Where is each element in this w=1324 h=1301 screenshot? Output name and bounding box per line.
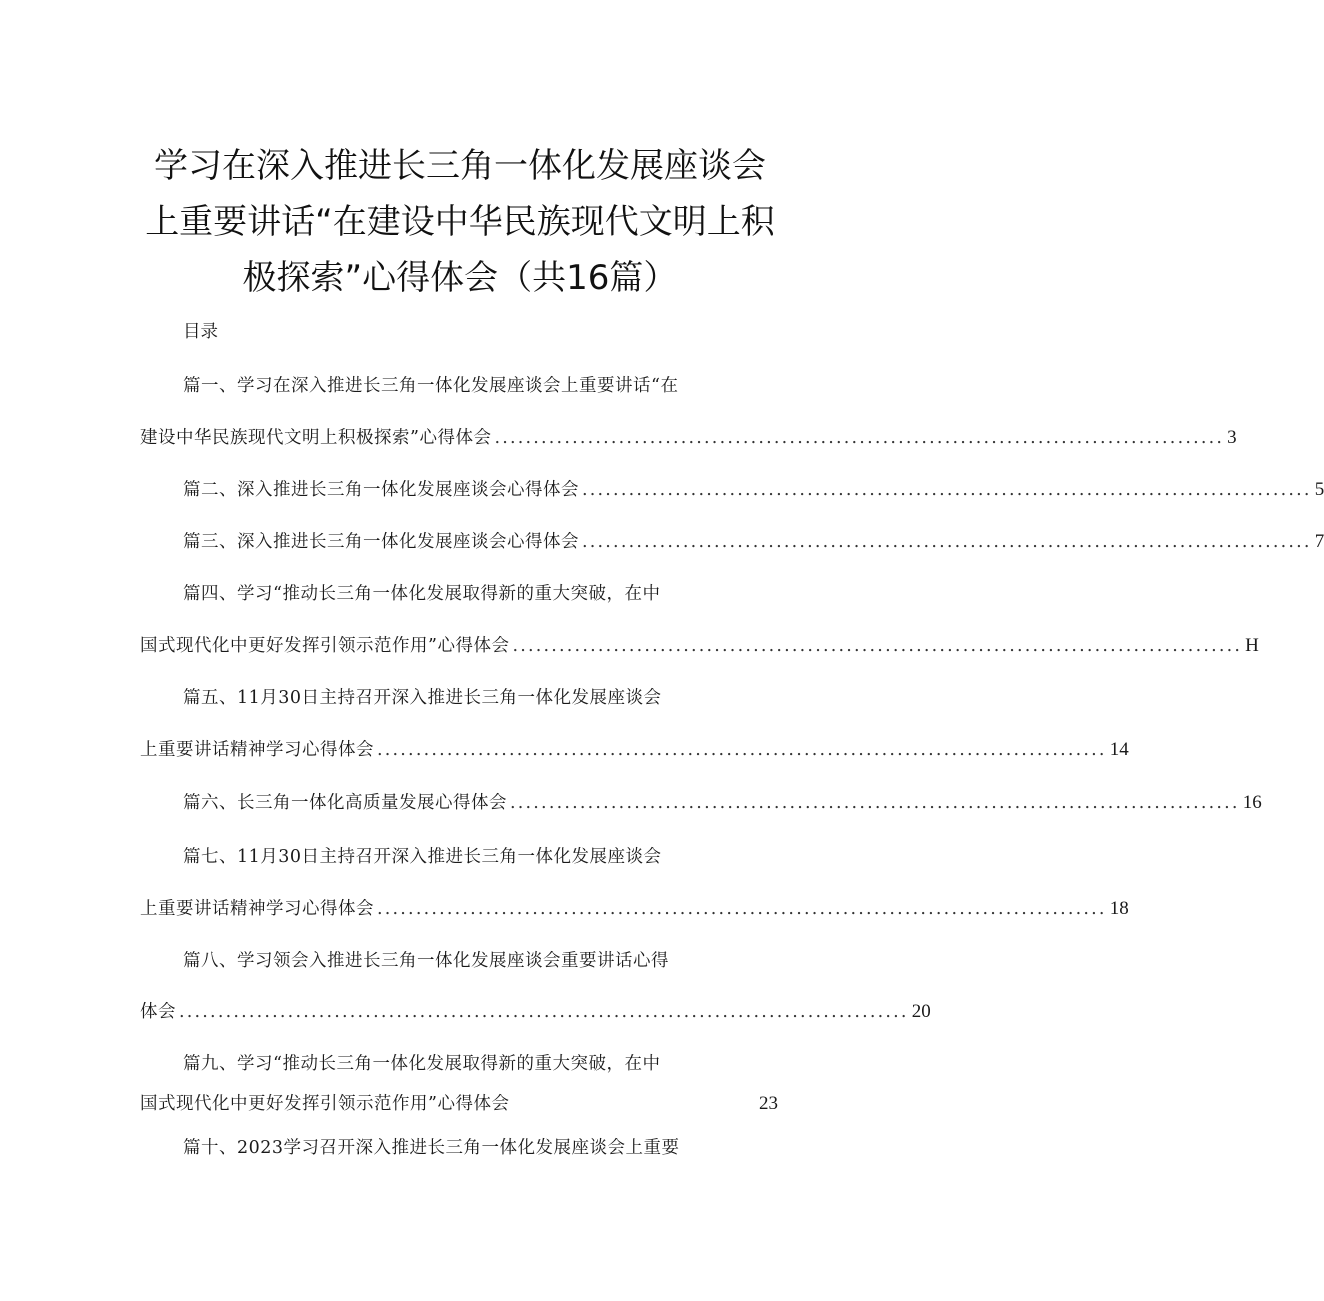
page-number: 3 [1227,427,1237,448]
toc-entry-3[interactable] [183,530,1324,554]
toc-heading: 目录 [183,322,218,342]
dot-leader: .............................................................................................. [582,480,1312,500]
toc-entry-text: 国式现代化中更好发挥引领示范作用”心得体会 [140,636,510,656]
toc-entry-1-first-line[interactable]: 篇一、学习在深入推进长三角一体化发展座谈会上重要讲话“在 [183,376,679,396]
page-number: H [1245,635,1259,656]
page-number: 14 [1109,739,1129,760]
dot-leader: .............................................................................................. [377,899,1107,919]
toc-entry-7-first-line[interactable]: 篇七、11月30日主持召开深入推进长三角一体化发展座谈会 [183,847,662,867]
dot-leader: .............................................................................................. [582,532,1312,552]
page-number: 20 [911,1001,931,1022]
toc-entry-9-first-line[interactable]: 篇九、学习“推动长三角一体化发展取得新的重大突破，在中 [183,1054,661,1074]
page-number: 18 [1109,898,1129,919]
dot-leader: .............................................................................................. [494,428,1225,448]
toc-entry-text: 篇二、深入推进长三角一体化发展座谈会心得体会 [183,480,579,500]
toc-entry-text: 上重要讲话精神学习心得体会 [140,899,374,919]
toc-entry-5[interactable] [140,738,1129,762]
toc-entry-8[interactable] [140,1000,931,1024]
toc-entry-7[interactable] [140,897,1129,921]
page-number: 5 [1314,479,1324,500]
toc-entry-4-first-line[interactable]: 篇四、学习“推动长三角一体化发展取得新的重大突破，在中 [183,584,661,604]
toc-entry-5-first-line[interactable]: 篇五、11月30日主持召开深入推进长三角一体化发展座谈会 [183,688,662,708]
title-line-2: 上重要讲话“在建设中华民族现代文明上积 [145,202,775,242]
toc-entry-text: 国式现代化中更好发挥引领示范作用”心得体会 [140,1094,510,1114]
toc-entry-10-first-line[interactable]: 篇十、2023学习召开深入推进长三角一体化发展座谈会上重要 [183,1138,680,1158]
toc-entry-9[interactable] [140,1092,778,1116]
toc-entry-text: 建设中华民族现代文明上积极探索”心得体会 [140,428,492,448]
toc-entry-1[interactable] [140,426,1237,450]
toc-entry-2[interactable] [183,478,1324,502]
dot-leader: .............................................................................................. [179,1002,909,1022]
page-number: 7 [1314,531,1324,552]
title-line-1: 学习在深入推进长三角一体化发展座谈会 [154,146,766,186]
toc-entry-text: 篇三、深入推进长三角一体化发展座谈会心得体会 [183,532,579,552]
dot-leader: .............................................................................................. [512,636,1243,656]
toc-entry-text: 上重要讲话精神学习心得体会 [140,740,374,760]
toc-entry-8-first-line[interactable]: 篇八、学习领会入推进长三角一体化发展座谈会重要讲话心得 [183,951,669,971]
toc-entry-text: 体会 [140,1002,176,1022]
title-line-3: 极探索”心得体会（共16篇） [242,258,678,298]
dot-leader: .............................................................................................. [377,740,1107,760]
page-number: 16 [1242,792,1262,813]
toc-entry-text: 篇六、长三角一体化高质量发展心得体会 [183,793,507,813]
document-title [60,138,860,306]
toc-entry-4[interactable] [140,634,1259,658]
page-number: 23 [759,1093,778,1114]
toc-entry-6[interactable] [183,791,1262,815]
dot-leader: .............................................................................................. [510,793,1240,813]
